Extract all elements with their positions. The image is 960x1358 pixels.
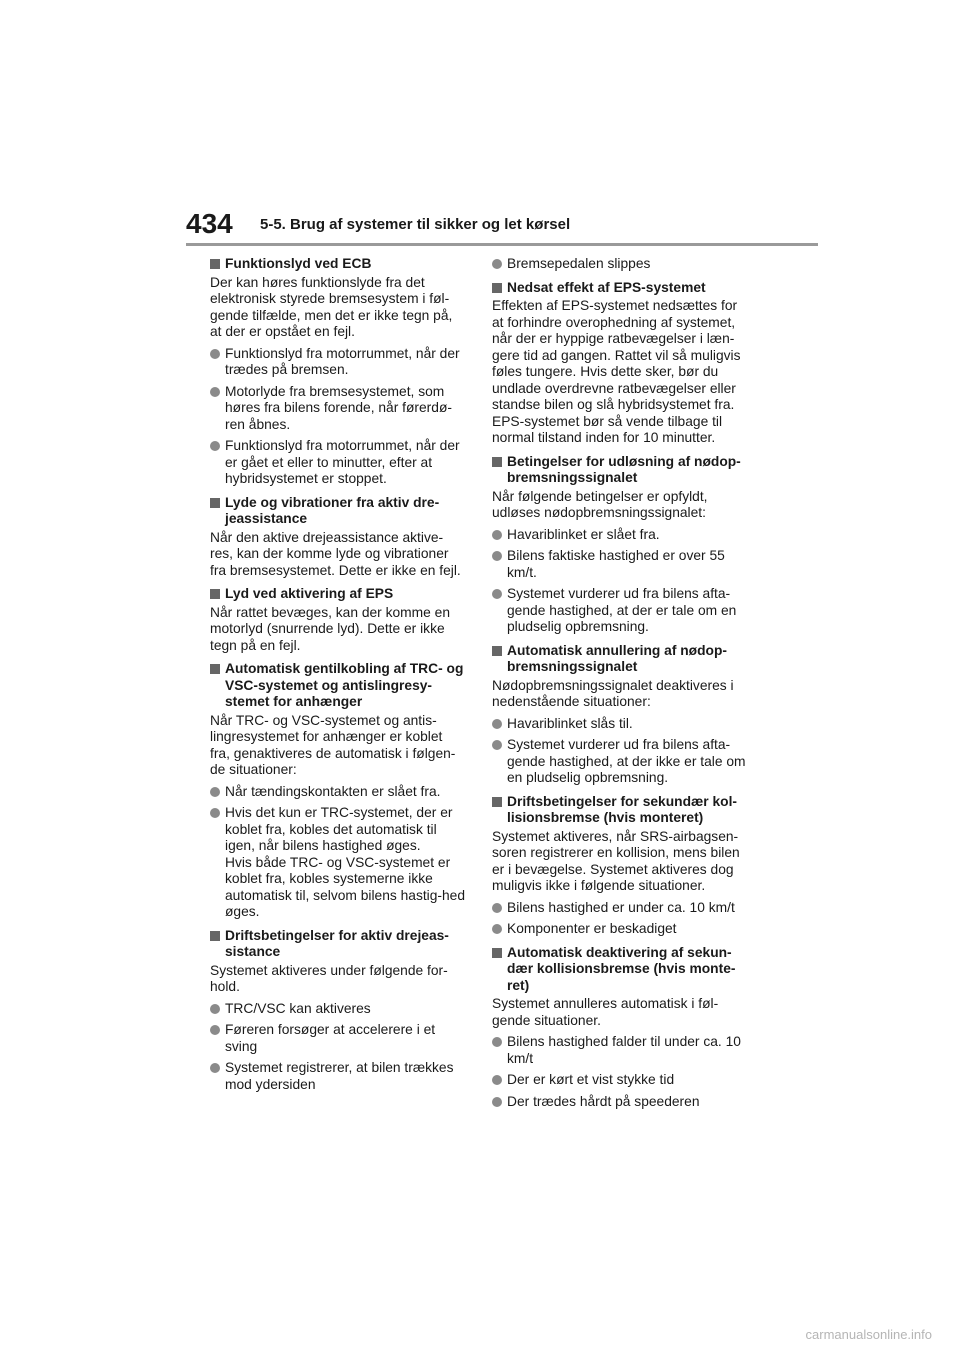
text: Motorlyde fra bremsesystemet, som høres fra bilens forende, når førerdø-ren åbnes. [225,383,452,432]
list-item [492,921,748,938]
text: Funktionslyd fra motorrummet, når der trædes på bremsen. [225,345,460,377]
paragraph [492,678,748,711]
text: Der kan høres funktionslyde fra det elektronisk styrede bremsesystem i føl-gende tilfælde, men det er ikke tegn på, at der er opstået en fejl. [210,274,453,339]
text: Systemet vurderer ud fra bilens afta-gende hastighed, at der ikke er tale om en pludselig opbremsning. [507,737,746,785]
text: Bilens hastighed er under ca. 10 km/t [507,899,735,915]
square-bullet-icon [210,259,220,269]
list-item [492,900,748,917]
list-item [210,384,466,434]
section-heading [492,280,748,297]
text: Driftsbetingelser for aktiv drejeas-sistance [225,927,449,959]
text: Systemet annulleres automatisk i føl-gende situationer. [492,996,719,1028]
text: Funktionslyd ved ECB [225,256,372,271]
circle-bullet-icon [492,259,502,269]
section-heading [210,256,466,273]
left-column [210,256,466,1093]
circle-bullet-icon [210,441,220,451]
text: Systemet registrerer, at bilen trækkes mod ydersiden [225,1060,454,1092]
list-item [492,548,748,581]
square-bullet-icon [492,646,502,656]
paragraph [492,298,748,447]
text: Automatisk gentilkobling af TRC- og VSC-systemet og antislingresy-stemet for anhænger [225,661,464,709]
circle-bullet-icon [492,719,502,729]
circle-bullet-icon [492,903,502,913]
circle-bullet-icon [210,349,220,359]
circle-bullet-icon [210,808,220,818]
text: Der er kørt et vist stykke tid [507,1072,675,1087]
circle-bullet-icon [210,1025,220,1035]
paragraph [492,829,748,895]
text: Nødopbremsningssignalet deaktiveres i nedenstående situationer: [492,677,734,709]
circle-bullet-icon [492,1075,502,1085]
section-heading [210,661,466,711]
paragraph [210,275,466,341]
text: Systemet aktiveres under følgende for-hold. [210,962,448,994]
paragraph [210,530,466,580]
list-item [492,716,748,733]
paragraph [492,489,748,522]
circle-bullet-icon [210,1063,220,1073]
text: Automatisk deaktivering af sekun-dær kollisionsbremse (hvis monte-ret) [507,944,736,993]
text: Bilens hastighed falder til under ca. 10 km/t [507,1034,741,1066]
text: Automatisk annullering af nødop-bremsningssignalet [507,642,727,674]
page-number: 434 [186,208,233,239]
list-item [492,586,748,636]
paragraph [210,963,466,996]
text: Når tændingskontakten er slået fra. [225,783,441,799]
section-heading [210,928,466,961]
text: Havariblinket er slået fra. [507,526,660,542]
right-column [492,256,748,1110]
list-item [210,438,466,488]
text: Driftsbetingelser for sekundær kol-lisionsbremse (hvis monteret) [507,793,737,825]
circle-bullet-icon [492,1097,502,1107]
text: Systemet vurderer ud fra bilens afta-gende hastighed, at der er tale om en pludselig opbremsning. [507,586,737,634]
text: Betingelser for udløsning af nødop-bremsningssignalet [507,453,741,485]
circle-bullet-icon [210,387,220,397]
section-heading [210,586,466,603]
circle-bullet-icon [492,551,502,561]
text: Effekten af EPS-systemet nedsættes for at forhindre overophedning af systemet, når der er hyppige ratbevægelser i læn-gere tid ad gangen. Rattet vil så muligvis føles tungere. Hvis dette sker, bør du undlade overdrevne ratbevægelser eller standse bilen og slå hybridsystemet fra. EPS-systemet bør så vende tilbage til normal tilstand inden for 10 minutter. [492,298,741,445]
text: Systemet aktiveres, når SRS-airbagsen-soren registrerer en kollision, mens bilen er i bevægelse. Systemet aktiveres dog muligvis ikke i følgende situationer. [492,828,740,893]
section-heading [492,643,748,676]
section-heading [492,794,748,827]
list-item [492,1034,748,1067]
text: Når følgende betingelser er opfyldt, udløses nødopbremsningssignalet: [492,488,708,520]
circle-bullet-icon [492,740,502,750]
square-bullet-icon [210,498,220,508]
circle-bullet-icon [210,1004,220,1014]
square-bullet-icon [492,948,502,958]
section-heading [492,454,748,487]
paragraph [492,996,748,1029]
circle-bullet-icon [492,1037,502,1047]
paragraph [210,605,466,655]
text: Der trædes hårdt på speederen [507,1093,700,1109]
paragraph [210,713,466,779]
circle-bullet-icon [492,924,502,934]
text: Hvis det kun er TRC-systemet, der er koblet fra, kobles det automatisk til igen, når bilens hastighed øges. [225,805,453,853]
section-heading [210,495,466,528]
square-bullet-icon [492,457,502,467]
circle-bullet-icon [210,787,220,797]
square-bullet-icon [492,797,502,807]
text: Lyd ved aktivering af EPS [225,586,394,601]
text: Havariblinket slås til. [507,715,633,731]
header-divider [186,243,818,246]
text: Komponenter er beskadiget [507,921,677,936]
list-item [492,256,748,273]
text: Når rattet bevæges, kan der komme en motorlyd (snurrende lyd). Dette er ikke tegn på en fejl. [210,604,451,653]
text: Nedsat effekt af EPS-systemet [507,279,706,295]
square-bullet-icon [210,931,220,941]
list-item [210,1060,466,1093]
text: Føreren forsøger at accelerere i et sving [225,1022,436,1054]
text: Når TRC- og VSC-systemet og antis-lingresystemet for anhænger er koblet fra, genaktiveres de automatisk i følgen-de situationer: [210,712,456,777]
text: Bilens faktiske hastighed er over 55 km/t. [507,548,725,580]
watermark: carmanualsonline.info [805,1327,932,1342]
list-item [210,1001,466,1018]
text: Funktionslyd fra motorrummet, når der er gået et eller to minutter, efter at hybridsystemet er stoppet. [225,438,460,486]
square-bullet-icon [210,589,220,599]
list-item [210,805,466,921]
section-heading [492,945,748,995]
list-item [492,527,748,544]
text: Hvis både TRC- og VSC-systemet er koblet fra, kobles systemerne ikke automatisk til, selvom bilens hastig-hed øges. [225,854,466,919]
text: Lyde og vibrationer fra aktiv dre-jeassistance [225,494,440,526]
list-item [210,346,466,379]
circle-bullet-icon [492,589,502,599]
section-title: 5-5. Brug af systemer til sikker og let kørsel [260,216,571,233]
text: TRC/VSC kan aktiveres [225,1000,371,1016]
list-item [492,1072,748,1089]
list-item [492,737,748,787]
text: Når den aktive drejeassistance aktive-res, kan der komme lyde og vibrationer fra bremsesystemet. Dette er ikke en fejl. [210,529,461,578]
list-item [492,1094,748,1111]
list-item [210,784,466,801]
square-bullet-icon [492,283,502,293]
list-item [210,1022,466,1055]
circle-bullet-icon [492,530,502,540]
square-bullet-icon [210,664,220,674]
text: Bremsepedalen slippes [507,256,651,271]
